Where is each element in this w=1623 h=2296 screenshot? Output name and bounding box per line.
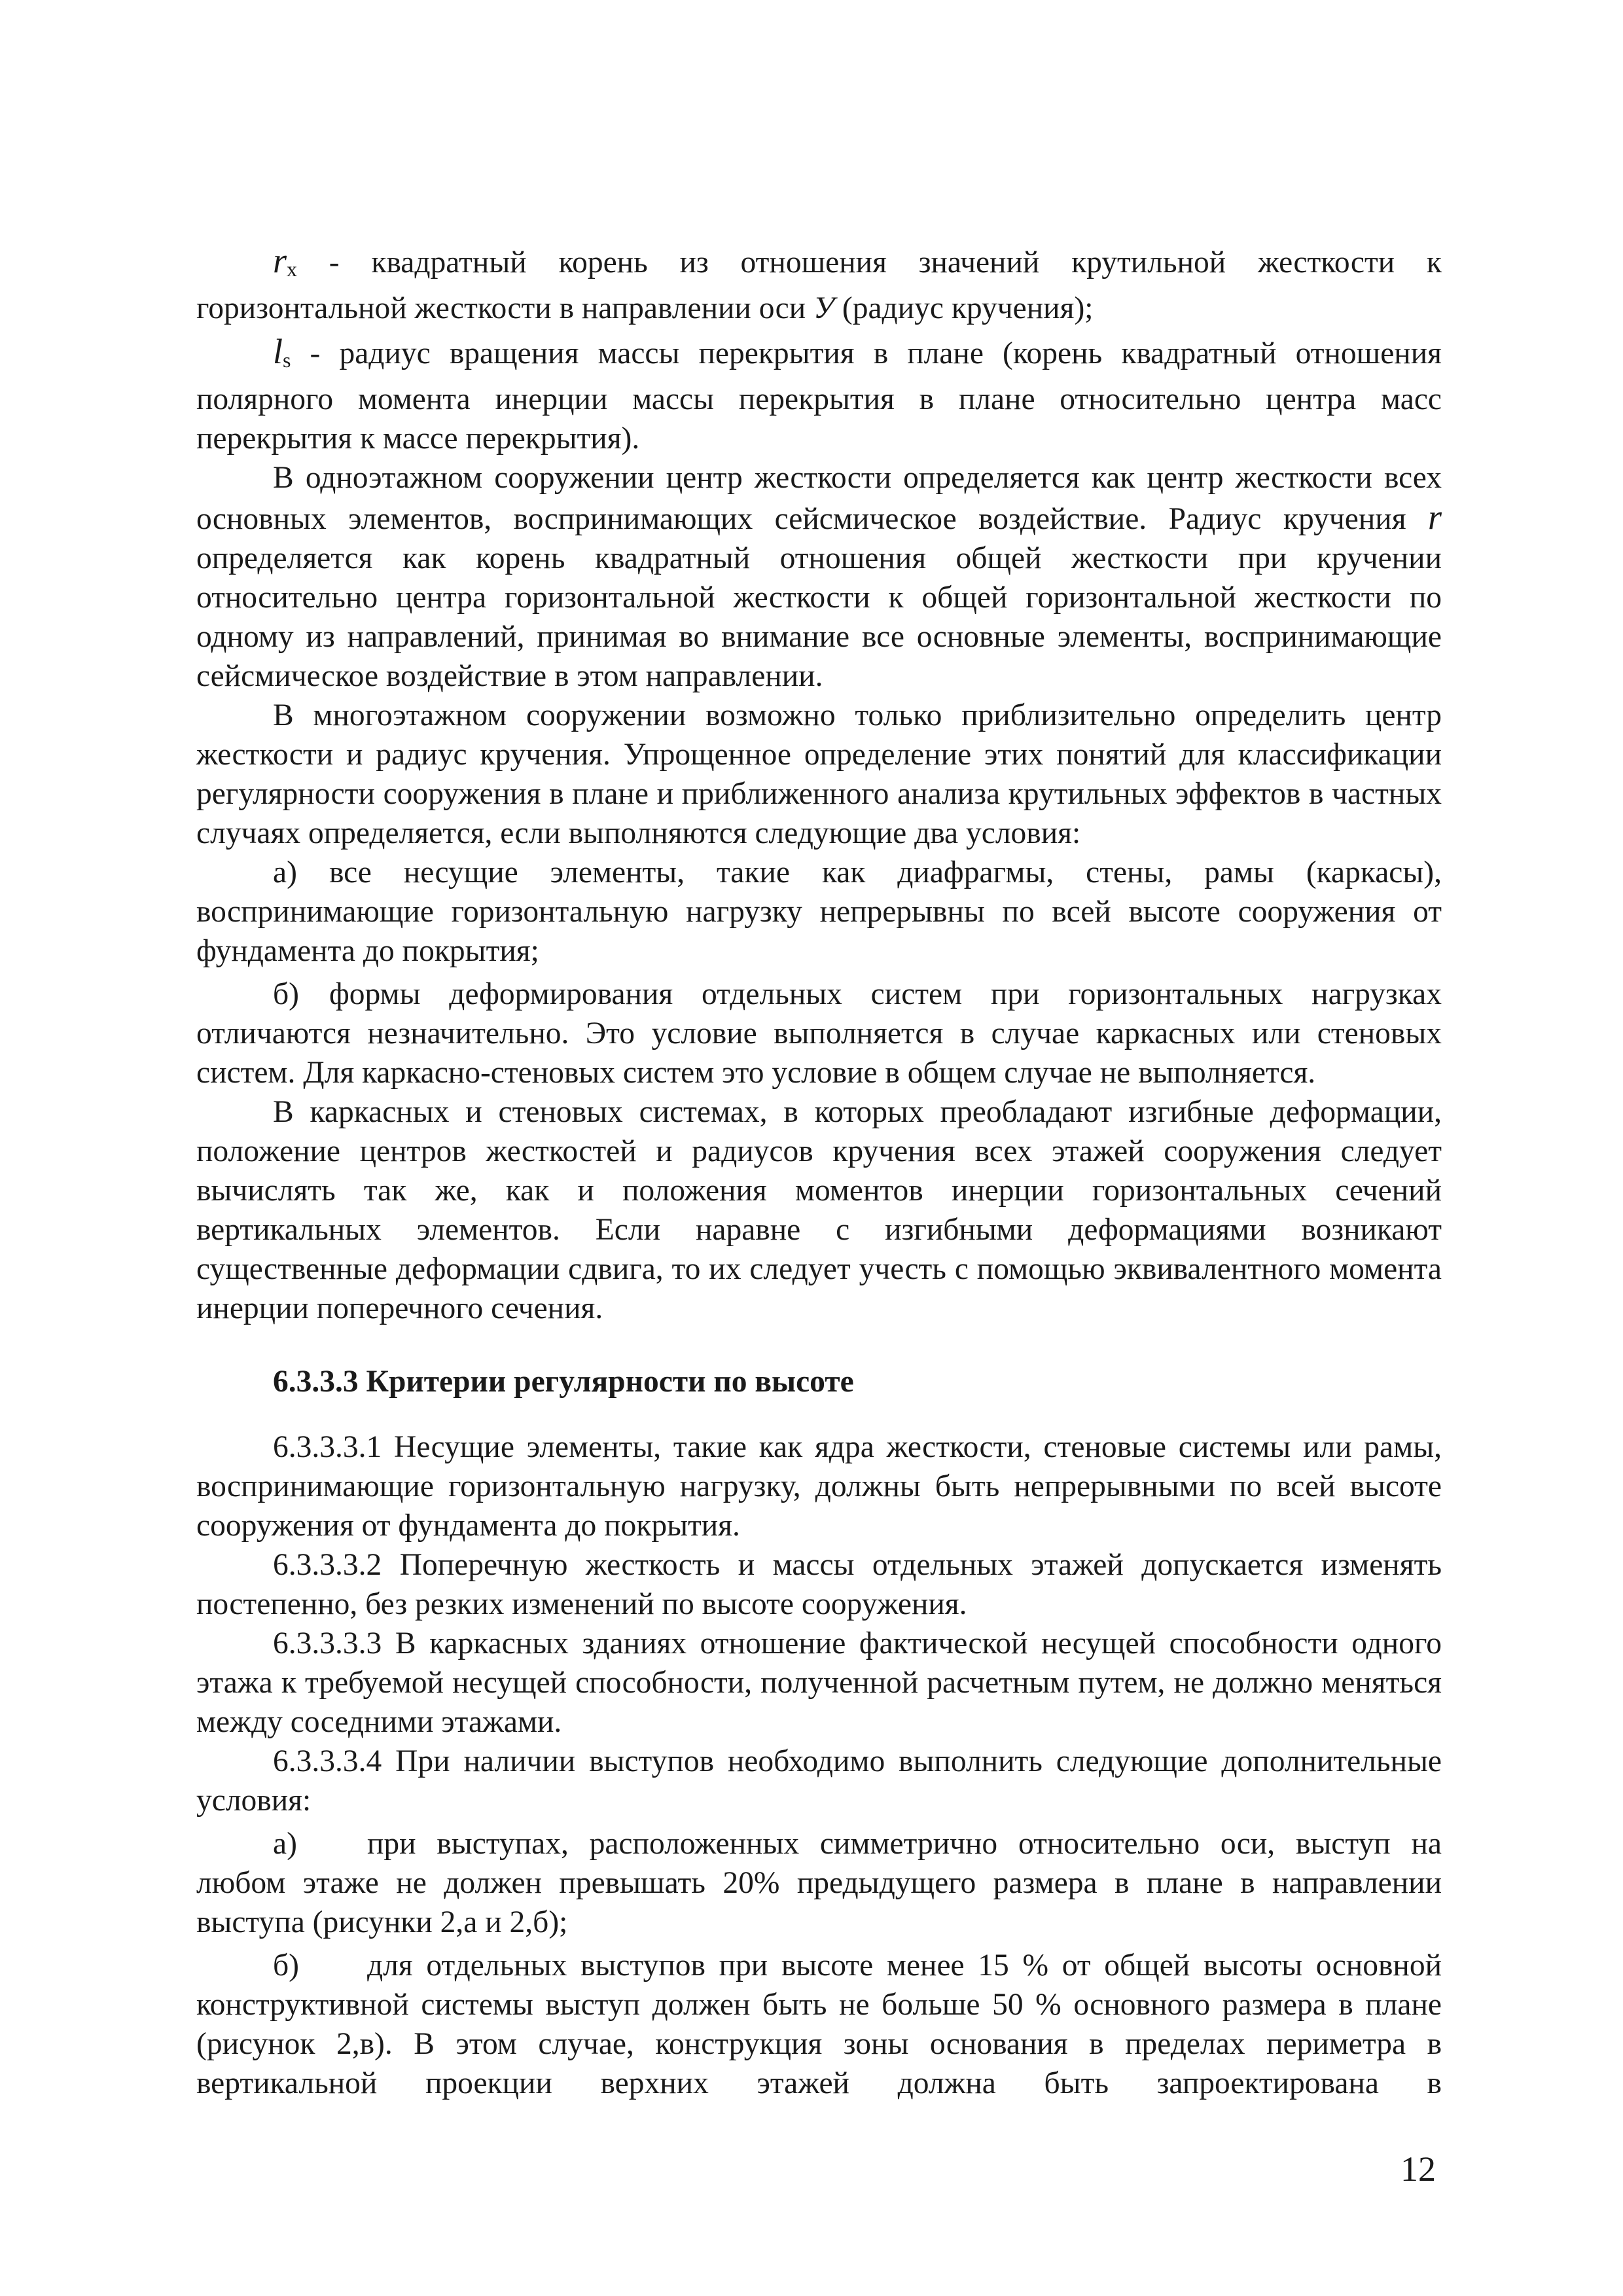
list-item-b-projections: б) для отдельных выступов при высоте менее 15 % от общей высоты основной конструктивной системы выступ должен быть не больше 50 % основного размера в плане (рисунок 2,в). В этом случае, конструкция зоны основания в пределах периметра в вертикальной проекции верхних этажей должна быть запроектирована в (196, 1946, 1442, 2103)
list-label-a2: а) (273, 1827, 297, 1861)
list-item-b: б) формы деформирования отдельных систем при горизонтальных нагрузках отличаются незначительно. Это условие выполняется в случае каркасных или стеновых систем. Для каркасно-стеновых систем это условие в общем случае не выполняется. (196, 975, 1442, 1092)
page-body (196, 241, 1442, 2103)
paragraph-6-3-3-3-1: 6.3.3.3.1 Несущие элементы, такие как ядра жесткости, стеновые системы или рамы, воспринимающие горизонтальную нагрузку, должны быть непрерывными по всей высоте сооружения от фундамента до покрытия. (196, 1430, 1442, 1543)
paragraph-single-storey: В одноэтажном сооружении центр жесткости определяется как центр жесткости всех основных элементов, воспринимающих сейсмическое воздействие. Радиус кручения r определяется как корень квадратный отношения общей жесткости при кручении относительно центра горизонтальной жесткости к общей горизонтальной жесткости по одному из направлений, принимая во внимание все основные элементы, воспринимающие сейсмическое воздействие в этом направлении. (196, 461, 1442, 693)
math-var-r-inline: r (1427, 497, 1442, 537)
list-item-a: а) все несущие элементы, такие как диафрагмы, стены, рамы (каркасы), воспринимающие горизонтальную нагрузку непрерывны по всей высоте сооружения от фундамента до покрытия; (196, 853, 1442, 971)
list-label-b: б) (273, 977, 299, 1011)
paragraph-rx-definition: rx - квадратный корень из отношения значений крутильной жесткости к горизонтальной жесткости в направлении оси У (радиус кручения); (196, 241, 1442, 325)
list-label-b2: б) (273, 1948, 299, 1982)
paragraph-6-3-3-3-4: 6.3.3.3.4 При наличии выступов необходимо выполнить следующие дополнительные условия: (196, 1744, 1442, 1818)
paragraph-6-3-3-3-2: 6.3.3.3.2 Поперечную жесткость и массы отдельных этажей допускается изменять постепенно, без резких изменений по высоте сооружения. (196, 1548, 1442, 1621)
paragraph-multi-storey: В многоэтажном сооружении возможно только приблизительно определить центр жесткости и радиус кручения. Упрощенное определение этих понятий для классификации регулярности сооружения в плане и приближенного анализа крутильных эффектов в частных случаях определяется, если выполняются следующие два условия: (196, 698, 1442, 850)
paragraph-frame-systems: В каркасных и стеновых системах, в которых преобладают изгибные деформации, положение центров жесткостей и радиусов кручения всех этажей сооружения следует вычислять так же, как и положения моментов инерции горизонтальных сечений вертикальных элементов. Если наравне с изгибными деформациями возникают существенные деформации сдвига, то их следует учесть с помощью эквивалентного момента инерции поперечного сечения. (196, 1095, 1442, 1325)
page-number: 12 (1400, 2149, 1436, 2189)
list-item-a-projections: а) при выступах, расположенных симметрично относительно оси, выступ на любом этаже не должен превышать 20% предыдущего размера в плане в направлении выступа (рисунки 2,а и 2,б); (196, 1824, 1442, 1942)
paragraph-ls-definition: ls - радиус вращения массы перекрытия в плане (корень квадратный отношения полярного момента инерции массы перекрытия в плане относительно центра масс перекрытия к массе перекрытия). (196, 332, 1442, 456)
list-label-a: а) (273, 855, 297, 889)
section-heading: 6.3.3.3 Критерии регулярности по высоте (273, 1365, 854, 1399)
math-var-l: ls (273, 332, 291, 372)
axis-y-symbol: У (813, 291, 835, 325)
paragraph-6-3-3-3-3: 6.3.3.3.3 В каркасных зданиях отношение фактической несущей способности одного этажа к требуемой несущей способности, полученной расчетным путем, не должно меняться между соседними этажами. (196, 1626, 1442, 1739)
math-var-r: rx (273, 241, 298, 281)
